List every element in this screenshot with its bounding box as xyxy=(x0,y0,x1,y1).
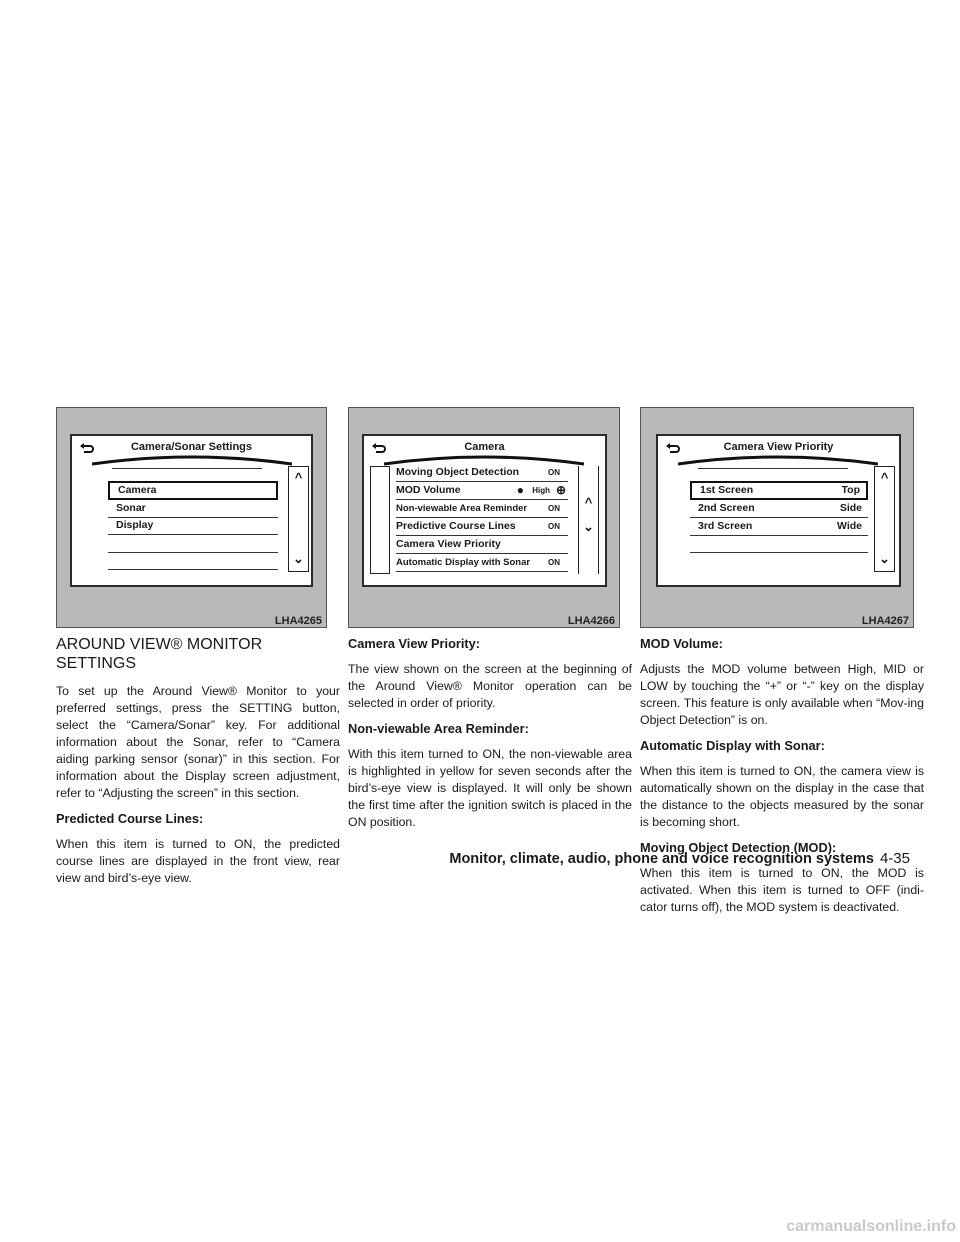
menu-item-camera-view-priority[interactable] xyxy=(396,536,568,554)
header-arc xyxy=(678,452,878,468)
divider xyxy=(112,468,262,469)
plus-icon[interactable]: ⊕ xyxy=(555,483,566,497)
scroll-up-icon[interactable]: ^ xyxy=(294,470,303,485)
minus-icon[interactable]: ● xyxy=(516,483,524,497)
scroll-down-icon[interactable]: ⌄ xyxy=(293,551,304,566)
header-arc xyxy=(92,452,292,468)
item-label: Camera View Priority xyxy=(396,538,501,550)
on-indicator: ON xyxy=(548,558,560,567)
item-label: Automatic Display with Sonar xyxy=(396,557,531,568)
heading-mod-volume: MOD Volume: xyxy=(640,636,723,651)
item-label: MOD Volume xyxy=(396,484,461,496)
scrollbar[interactable] xyxy=(874,466,895,572)
on-indicator: ON xyxy=(548,504,560,513)
divider xyxy=(108,569,278,570)
priority-item-1st-screen[interactable] xyxy=(690,481,868,500)
volume-value: High xyxy=(532,486,550,495)
text-column-1 xyxy=(56,635,340,895)
item-label: Non-viewable Area Reminder xyxy=(396,503,528,514)
scroll-down-icon[interactable]: ⌄ xyxy=(879,551,890,566)
screen xyxy=(70,434,313,587)
left-panel xyxy=(370,466,390,574)
menu-item-predictive-course-lines[interactable] xyxy=(396,518,568,536)
menu-item-moving-object-detection[interactable] xyxy=(396,464,568,482)
screen-title: Camera View Priority xyxy=(723,441,834,453)
menu-item-sonar[interactable]: Sonar xyxy=(108,500,278,518)
on-indicator: ON xyxy=(548,468,560,477)
scroll-down-icon[interactable]: ⌄ xyxy=(583,519,594,534)
item-value: Top xyxy=(841,484,860,496)
heading-non-viewable-area-reminder: Non-viewable Area Reminder: xyxy=(348,721,529,736)
scroll-up-icon[interactable]: ^ xyxy=(584,495,593,510)
paragraph-non-viewable-area-reminder: With this item turned to ON, the non-viewable area is highlighted in yellow for seven seconds after the bird’s-eye view is displayed. It will only be shown the first time after the ignition switch is placed in the ON position. xyxy=(348,747,632,829)
section-title: AROUND VIEW® MONITOR SETTINGS xyxy=(56,636,263,672)
text-column-2 xyxy=(348,635,632,839)
figure-code: LHA4266 xyxy=(567,615,615,627)
figure-code: LHA4265 xyxy=(274,615,322,627)
scroll-up-icon[interactable]: ^ xyxy=(880,470,889,485)
paragraph-predicted-course-lines: When this item is turned to ON, the predicted course lines are displayed in the front view, rear view and bird’s-eye view. xyxy=(56,837,340,885)
figure-camera-view-priority xyxy=(640,407,914,628)
item-value: Side xyxy=(839,502,862,514)
priority-item-3rd-screen[interactable] xyxy=(690,518,868,536)
menu-item-mod-volume[interactable] xyxy=(396,482,568,500)
menu-item-camera[interactable]: Camera xyxy=(108,481,278,500)
priority-item-2nd-screen[interactable] xyxy=(690,500,868,518)
paragraph-automatic-display-with-sonar: When this item is turned to ON, the camera view is automatically shown on the display in the case that the distance to the objects measured by the sonar is becoming short. xyxy=(640,764,924,829)
divider xyxy=(108,552,278,553)
screen-title: Camera/Sonar Settings xyxy=(130,441,253,453)
item-label: 3rd Screen xyxy=(698,520,753,532)
heading-automatic-display-with-sonar: Automatic Display with Sonar: xyxy=(640,738,825,753)
scrollbar[interactable] xyxy=(578,466,599,574)
paragraph-moving-object-detection: When this item is turned to ON, the MOD is activated. When this item is turned to OFF (indi-cator turns off), the MOD system is deactivated. xyxy=(640,866,924,914)
watermark: carmanualsonline.info xyxy=(786,1218,956,1235)
figure-camera-sonar-settings xyxy=(56,407,327,628)
screen xyxy=(656,434,901,587)
menu-item-automatic-display-with-sonar[interactable] xyxy=(396,554,568,572)
item-label: Predictive Course Lines xyxy=(396,520,516,532)
text-column-3 xyxy=(640,635,924,924)
divider xyxy=(698,468,848,469)
on-indicator: ON xyxy=(548,522,560,531)
figure-camera xyxy=(348,407,620,628)
heading-predicted-course-lines: Predicted Course Lines: xyxy=(56,811,204,826)
item-label: Moving Object Detection xyxy=(396,466,520,478)
page-footer xyxy=(449,850,910,867)
menu-item-non-viewable-area-reminder[interactable] xyxy=(396,500,568,518)
screen xyxy=(362,434,607,587)
heading-moving-object-detection: Moving Object Detection (MOD): xyxy=(640,840,837,855)
page-number: 4-35 xyxy=(879,850,910,867)
paragraph-camera-view-priority: The view shown on the screen at the beginning of the Around View® Monitor operation can be selected in order of priority. xyxy=(348,662,632,710)
intro-paragraph: To set up the Around View® Monitor to your preferred settings, press the SETTING button, select the “Camera/Sonar” key. For additional information about the Sonar, refer to “Camera aiding parking sensor (sonar)” in this section. For information about the Display screen adjustment, refer to “Adjusting the screen” in this section. xyxy=(56,684,340,800)
item-value: Wide xyxy=(837,520,862,532)
screen-title: Camera xyxy=(464,441,505,453)
paragraph-mod-volume: Adjusts the MOD volume between High, MID or LOW by touching the “+” or “-” key on the display screen. This feature is only available when “Mov-ing Object Detection” is on. xyxy=(640,662,924,727)
item-label: 1st Screen xyxy=(700,484,754,496)
heading-camera-view-priority: Camera View Priority: xyxy=(348,636,481,651)
figure-code: LHA4267 xyxy=(861,615,909,627)
divider xyxy=(690,552,868,553)
menu-item-display[interactable]: Display xyxy=(108,517,278,535)
scrollbar[interactable] xyxy=(288,466,309,572)
footer-section-title: Monitor, climate, audio, phone and voice recognition systems xyxy=(449,851,874,867)
item-label: 2nd Screen xyxy=(698,502,755,514)
